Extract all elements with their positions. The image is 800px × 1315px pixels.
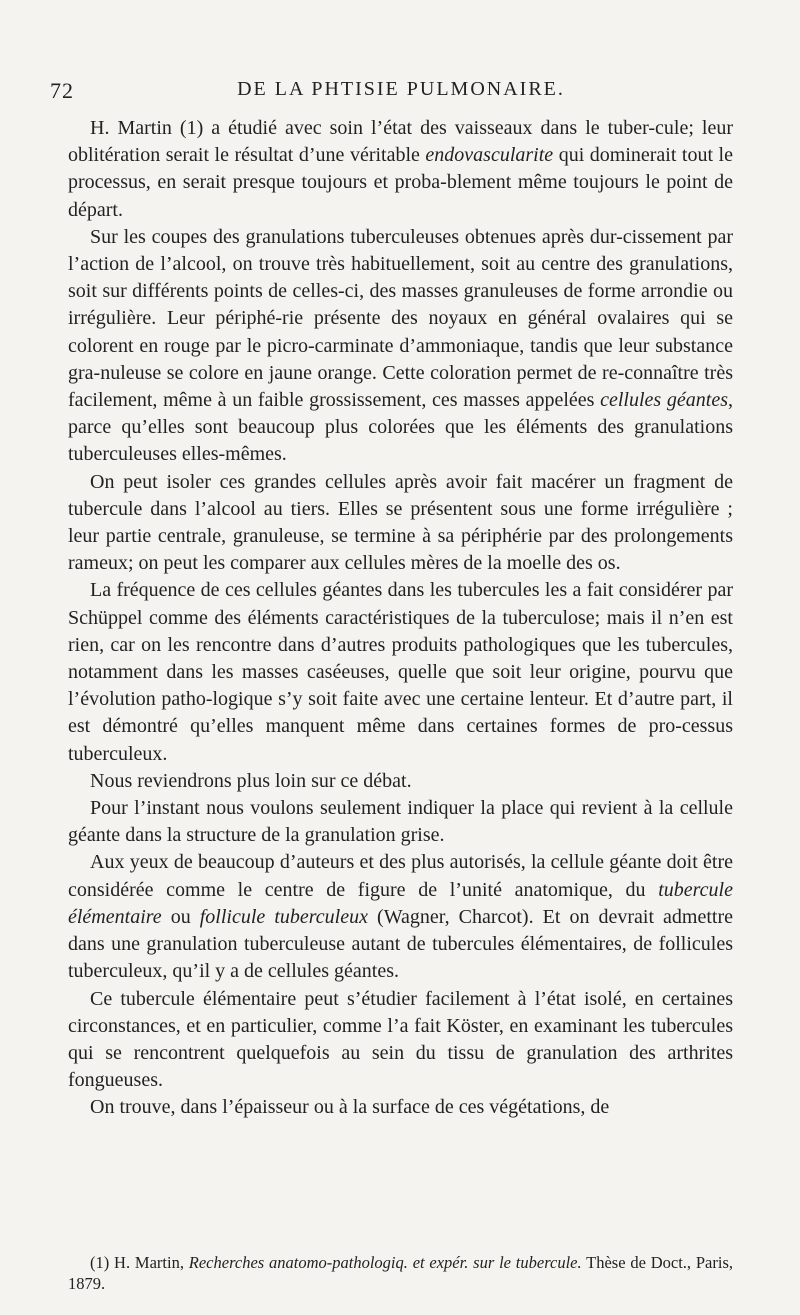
- paragraph: [68, 224, 733, 469]
- text-run: (1) H. Martin,: [90, 1253, 189, 1272]
- italic-text: follicule tuberculeux: [199, 905, 368, 928]
- paragraph: [68, 768, 733, 795]
- text-run: Nous reviendrons plus loin sur ce débat.: [90, 769, 412, 792]
- paragraph: [68, 469, 733, 578]
- italic-text: endovascularite: [425, 144, 554, 167]
- text-run: qui dominerait tout le processus, en serait presque toujours et proba-blement même toujours le point de départ.: [68, 144, 733, 221]
- paragraph: [68, 577, 733, 767]
- text-run: Ce tubercule élémentaire peut s’étudier facilement à l’état isolé, en certaines circonstances, et en particulier, comme l’a fait Köster, en examinant les tubercules qui se rencontrent quelquefois au sein du tissu de granulation des arthrites fongueuses.: [68, 987, 733, 1092]
- text-run: La fréquence de ces cellules géantes dans les tubercules les a fait considérer par Schüppel comme des éléments caractéristiques de la tuberculose; mais il n’en est rien, car on les rencontre dans d’autres produits pathologiques que les tubercules, notamment dans les masses caséeuses, quelle que soit leur origine, pourvu que l’évolution patho-logique s’y soit faite avec une certaine lenteur. Et d’autre part, il est démontré qu’elles manquent même dans certaines formes de pro-cessus tuberculeux.: [68, 579, 733, 765]
- text-run: ou: [161, 905, 200, 928]
- paragraph: [68, 795, 733, 849]
- text-run: Thèse de Doct., Paris, 1879.: [68, 1253, 734, 1293]
- text-run: Pour l’instant nous voulons seulement indiquer la place qui revient à la cellule géante dans la structure de la granulation grise.: [68, 797, 733, 847]
- text-run: Aux yeux de beaucoup d’auteurs et des plus autorisés, la cellule géante doit être considérée comme le centre de figure de l’unité anatomique, du: [68, 851, 733, 901]
- italic-text: cellules géantes: [600, 389, 728, 412]
- text-run: , parce qu’elles sont beaucoup plus colorées que les éléments des granulations tuberculeuses elles-mêmes.: [68, 389, 733, 466]
- text-run: (Wagner, Charcot). Et on devrait admettre dans une granulation tuberculeuse autant de tubercules élémentaires, de follicules tuberculeux, qu’il y a de cellules géantes.: [68, 905, 734, 983]
- body-text: [68, 115, 733, 1122]
- paragraph: [68, 849, 733, 985]
- italic-text: Recherches anatomo-pathologiq. et expér. sur le tubercule.: [188, 1253, 582, 1272]
- text-run: Sur les coupes des granulations tuberculeuses obtenues après dur-cissement par l’action de l’alcool, on trouve très habituellement, soit au centre des granulations, soit sur différents points de celles-ci, des masses granuleuses de forme arrondie ou irrégulière. Leur périphé-rie présente des noyaux en général ovalaires qui se colorent en rouge par le picro-carminate d’ammoniaque, tandis que leur substance gra-nuleuse se colore en jaune orange. Cette coloration permet de re-connaître très facilement, même à un faible grossissement, ces masses appelées: [68, 225, 733, 412]
- footnote: [68, 1252, 733, 1294]
- paragraph: [68, 1094, 733, 1121]
- footnote-paragraph: [68, 1252, 733, 1294]
- paragraph: [68, 115, 733, 224]
- text-run: H. Martin (1) a étudié avec soin l’état des vaisseaux dans le tuber-cule; leur oblitération serait le résultat d’une véritable: [68, 117, 733, 167]
- paragraph: [68, 986, 733, 1095]
- italic-text: tubercule élémentaire: [68, 878, 733, 928]
- page-number: 72: [50, 78, 74, 103]
- page-header: [50, 78, 752, 104]
- text-run: On trouve, dans l’épaisseur ou à la surface de ces végétations, de: [90, 1096, 610, 1119]
- text-run: On peut isoler ces grandes cellules après avoir fait macérer un fragment de tubercule dans l’alcool au tiers. Elles se présentent sous une forme irrégulière ; leur partie centrale, granuleuse, se termine à sa périphérie par des prolongements rameux; on peut les comparer aux cellules mères de la moelle des os.: [68, 470, 733, 575]
- running-title: DE LA PHTISIE PULMONAIRE.: [237, 78, 565, 100]
